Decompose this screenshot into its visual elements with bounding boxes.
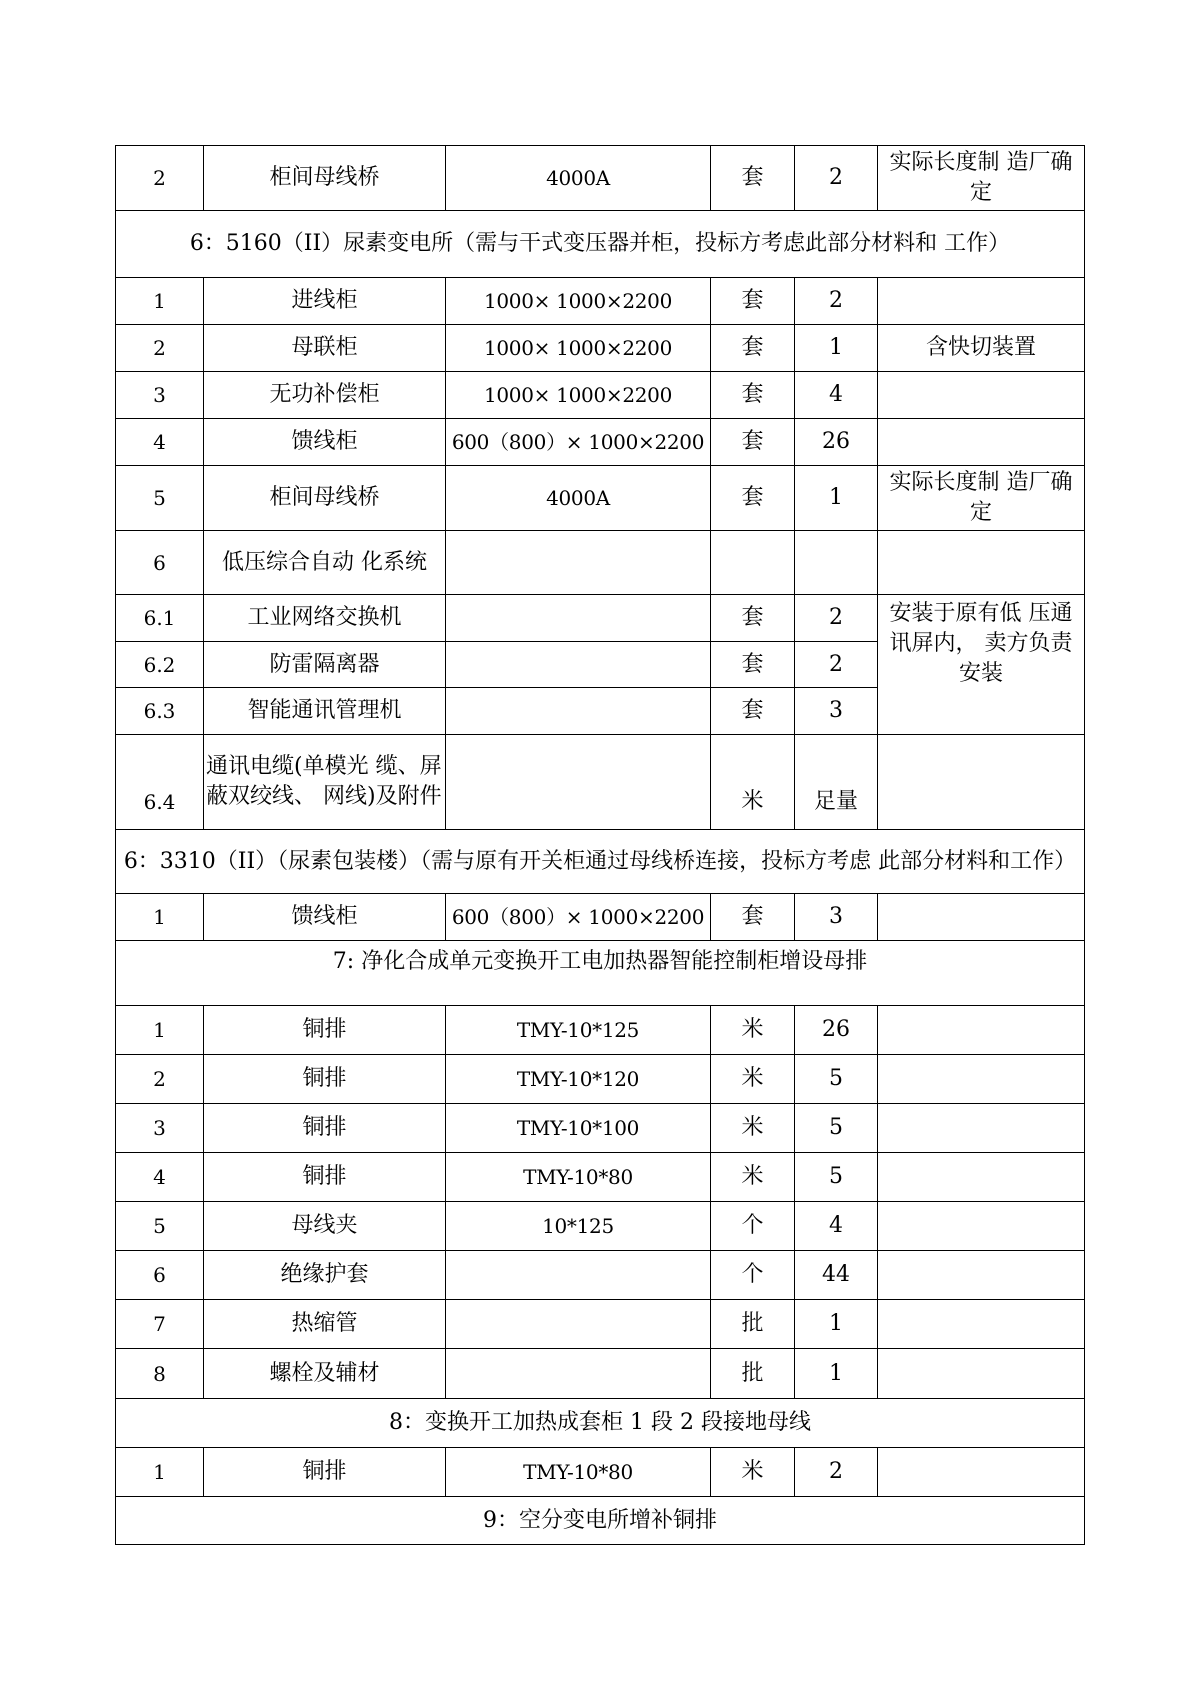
item-qty: 1 [795, 1300, 878, 1349]
item-name: 柜间母线桥 [204, 466, 446, 531]
item-qty: 1 [795, 466, 878, 531]
section-row [116, 830, 1085, 894]
row-number: 6.3 [116, 688, 204, 735]
section-heading-8: 8：变换开工加热成套柜 1 段 2 段接地母线 [116, 1399, 1085, 1448]
item-qty: 3 [795, 688, 878, 735]
item-spec: TMY-10*100 [446, 1104, 711, 1153]
item-qty: 2 [795, 146, 878, 211]
row-number: 3 [116, 372, 204, 419]
item-name: 铜排 [204, 1104, 446, 1153]
item-unit: 套 [711, 642, 795, 688]
item-note [878, 1153, 1085, 1202]
table-row [116, 1448, 1085, 1497]
section-row [116, 941, 1085, 1006]
table-row [116, 894, 1085, 941]
item-note [878, 419, 1085, 466]
item-name: 螺栓及辅材 [204, 1349, 446, 1399]
item-spec: TMY-10*120 [446, 1055, 711, 1104]
item-qty: 26 [795, 419, 878, 466]
table-row [116, 531, 1085, 595]
item-unit: 米 [711, 1055, 795, 1104]
item-qty: 1 [795, 1349, 878, 1399]
row-number: 6.2 [116, 642, 204, 688]
item-note [878, 1448, 1085, 1497]
row-number: 1 [116, 278, 204, 325]
table-row [116, 1202, 1085, 1251]
item-name: 柜间母线桥 [204, 146, 446, 211]
row-number: 2 [116, 1055, 204, 1104]
item-unit [711, 531, 795, 595]
table-row [116, 419, 1085, 466]
item-name: 热缩管 [204, 1300, 446, 1349]
item-unit: 套 [711, 278, 795, 325]
item-name: 智能通讯管理机 [204, 688, 446, 735]
item-spec: 600（800）× 1000×2200 [446, 894, 711, 941]
table-row [116, 325, 1085, 372]
item-qty: 4 [795, 372, 878, 419]
item-name: 母线夹 [204, 1202, 446, 1251]
row-number: 2 [116, 146, 204, 211]
item-spec: TMY-10*80 [446, 1448, 711, 1497]
item-qty: 4 [795, 1202, 878, 1251]
item-unit: 套 [711, 466, 795, 531]
table-row [116, 372, 1085, 419]
item-qty: 2 [795, 642, 878, 688]
item-unit: 米 [711, 1448, 795, 1497]
row-number: 1 [116, 894, 204, 941]
item-spec: 4000A [446, 466, 711, 531]
item-qty: 2 [795, 595, 878, 642]
item-name: 无功补偿柜 [204, 372, 446, 419]
table-row [116, 146, 1085, 211]
item-name: 铜排 [204, 1006, 446, 1055]
item-spec: 600（800）× 1000×2200 [446, 419, 711, 466]
row-number: 6 [116, 1251, 204, 1300]
item-name: 铜排 [204, 1055, 446, 1104]
item-note [878, 1251, 1085, 1300]
table-row [116, 595, 1085, 642]
item-note: 含快切装置 [878, 325, 1085, 372]
item-spec: 10*125 [446, 1202, 711, 1251]
item-note [878, 1104, 1085, 1153]
item-spec [446, 1300, 711, 1349]
materials-table [115, 145, 1085, 1545]
item-qty: 44 [795, 1251, 878, 1300]
item-qty [795, 531, 878, 595]
row-number: 1 [116, 1006, 204, 1055]
item-note: 实际长度制 造厂确定 [878, 466, 1085, 531]
item-spec [446, 1251, 711, 1300]
row-number: 4 [116, 419, 204, 466]
item-note [878, 1006, 1085, 1055]
row-number: 6.1 [116, 595, 204, 642]
item-name: 防雷隔离器 [204, 642, 446, 688]
section-row [116, 1399, 1085, 1448]
section-row [116, 211, 1085, 278]
item-qty: 5 [795, 1055, 878, 1104]
item-spec [446, 735, 711, 830]
item-name: 馈线柜 [204, 419, 446, 466]
item-note [878, 1300, 1085, 1349]
item-spec: TMY-10*125 [446, 1006, 711, 1055]
row-number: 6.4 [116, 735, 204, 830]
item-name: 低压综合自动 化系统 [204, 531, 446, 595]
item-unit: 套 [711, 372, 795, 419]
item-spec [446, 531, 711, 595]
item-qty: 3 [795, 894, 878, 941]
item-note [878, 1202, 1085, 1251]
item-qty: 2 [795, 278, 878, 325]
item-note [878, 531, 1085, 595]
table-row [116, 1300, 1085, 1349]
row-number: 1 [116, 1448, 204, 1497]
row-number: 4 [116, 1153, 204, 1202]
item-unit: 米 [711, 1104, 795, 1153]
item-spec [446, 642, 711, 688]
item-unit: 套 [711, 688, 795, 735]
table-row [116, 1153, 1085, 1202]
section-heading-6-5160: 6：5160（II）尿素变电所（需与干式变压器并柜，投标方考虑此部分材料和 工作） [116, 211, 1085, 278]
item-unit: 米 [711, 1006, 795, 1055]
table-row [116, 735, 1085, 830]
item-name: 进线柜 [204, 278, 446, 325]
item-note [878, 1055, 1085, 1104]
item-name: 工业网络交换机 [204, 595, 446, 642]
item-unit: 套 [711, 419, 795, 466]
item-unit: 批 [711, 1300, 795, 1349]
item-spec: TMY-10*80 [446, 1153, 711, 1202]
table-row [116, 1006, 1085, 1055]
item-qty: 5 [795, 1104, 878, 1153]
row-number: 5 [116, 1202, 204, 1251]
table-row [116, 1055, 1085, 1104]
item-spec: 1000× 1000×2200 [446, 372, 711, 419]
item-unit: 个 [711, 1202, 795, 1251]
item-unit: 米 [711, 1153, 795, 1202]
item-note [878, 735, 1085, 830]
table-row [116, 1349, 1085, 1399]
item-spec [446, 595, 711, 642]
item-qty: 26 [795, 1006, 878, 1055]
item-qty: 1 [795, 325, 878, 372]
item-unit: 米 [711, 735, 795, 830]
item-name: 馈线柜 [204, 894, 446, 941]
item-qty: 足量 [795, 735, 878, 830]
item-unit: 套 [711, 595, 795, 642]
section-heading-6-3310: 6：3310（II）（尿素包装楼）（需与原有开关柜通过母线桥连接，投标方考虑 此部分材料和工作） [116, 830, 1085, 894]
item-qty: 2 [795, 1448, 878, 1497]
item-note [878, 1349, 1085, 1399]
section-row [116, 1497, 1085, 1545]
item-spec [446, 688, 711, 735]
item-unit: 套 [711, 146, 795, 211]
item-name: 铜排 [204, 1153, 446, 1202]
row-number: 8 [116, 1349, 204, 1399]
row-number: 3 [116, 1104, 204, 1153]
section-heading-7: 7: 净化合成单元变换开工电加热器智能控制柜增设母排 [116, 941, 1085, 1006]
section-heading-9: 9：空分变电所增补铜排 [116, 1497, 1085, 1545]
table-row [116, 1251, 1085, 1300]
item-note [878, 894, 1085, 941]
row-number: 2 [116, 325, 204, 372]
item-name: 铜排 [204, 1448, 446, 1497]
row-number: 7 [116, 1300, 204, 1349]
item-name: 母联柜 [204, 325, 446, 372]
item-spec: 4000A [446, 146, 711, 211]
table-row [116, 1104, 1085, 1153]
table-row [116, 466, 1085, 531]
row-number: 5 [116, 466, 204, 531]
item-note [878, 372, 1085, 419]
item-note [878, 278, 1085, 325]
item-name: 通讯电缆(单模光 缆、屏蔽双绞线、 网线)及附件 [204, 735, 446, 830]
item-spec: 1000× 1000×2200 [446, 278, 711, 325]
item-spec: 1000× 1000×2200 [446, 325, 711, 372]
merged-note: 安装于原有低 压通讯屏内， 卖方负责安装 [878, 595, 1085, 735]
item-spec [446, 1349, 711, 1399]
table-row [116, 278, 1085, 325]
item-note: 实际长度制 造厂确定 [878, 146, 1085, 211]
item-unit: 套 [711, 325, 795, 372]
item-unit: 套 [711, 894, 795, 941]
item-unit: 个 [711, 1251, 795, 1300]
item-unit: 批 [711, 1349, 795, 1399]
row-number: 6 [116, 531, 204, 595]
item-name: 绝缘护套 [204, 1251, 446, 1300]
item-qty: 5 [795, 1153, 878, 1202]
